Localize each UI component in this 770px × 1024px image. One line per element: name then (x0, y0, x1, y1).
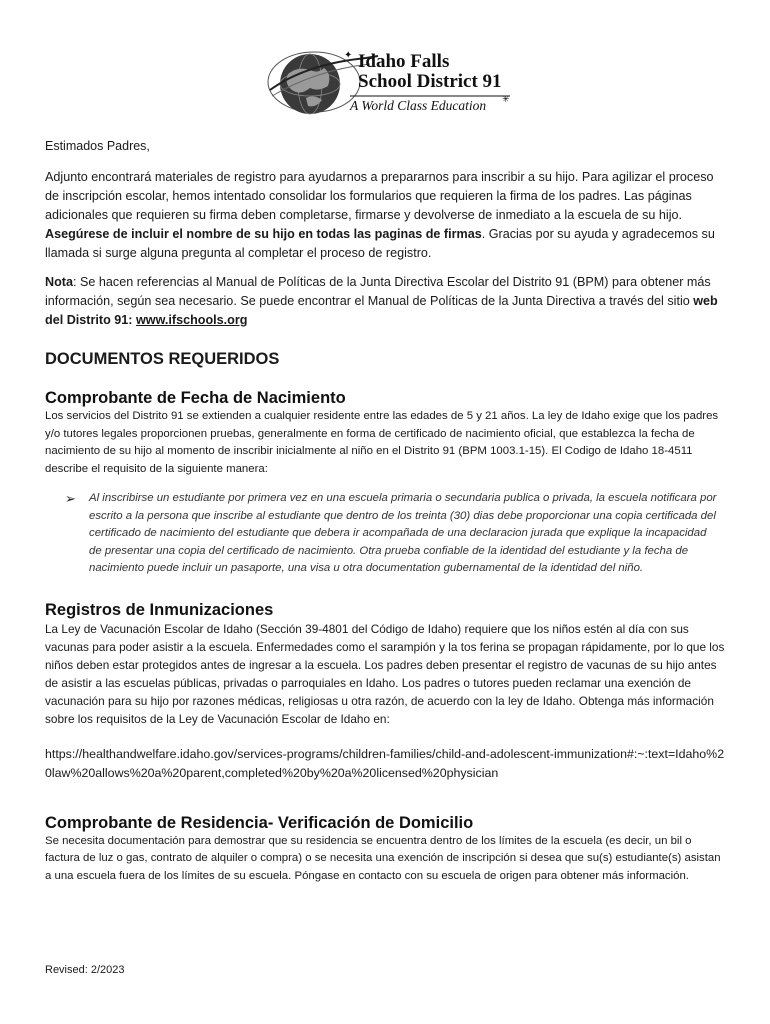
logo-tagline: A World Class Education (350, 98, 487, 113)
note-label: Nota (45, 275, 73, 289)
idaho-code-quote-text: Al inscribirse un estudiante por primera vez en una escuela primaria o secundaria publica o privada, la escuela notificara por escrito a la persona que inscribe al estudiante que dentro de los treinta (30) dias debe proporcionar una copia certificada del certificado de nacimiento del estudiante que debera ir acompañada de una declaracion jurada que explique la incapacidad de presentar una copia del certificado de nacimiento. Otra prueba confiable de la identidad del estudiante y la fecha de nacimiento puede incluir un pasaporte, una visa u otra documentation gubernamental de la identidad del niño. (89, 492, 717, 574)
idaho-code-quote (45, 490, 725, 578)
residence-text: Se necesita documentación para demostrar que su residencia se encuentra dentro de los límites de la escuela (es decir, un bil o factura de luz o gas, contrato de alquiler o compra) o se necesita una exención de inscripción si desea que su(s) estudiante(s) asistan a una escuela fuera de los límites de su escuela. Póngase en contacto con su escuela de origen para obtener más información. (45, 834, 721, 882)
birth-proof-text: Los servicios del Distrito 91 se extienden a cualquier residente entre las edades de 5 y 21 años. La ley de Idaho exige que los padres y/o tutores legales proporcionen pruebas, generalmente en forma de certificado de nacimiento oficial, que establezca la fecha de nacimiento de su hijo al momento de inscribir inicialmente al niño en el Distrito 91 (BPM 1003.1-15). El Codigo de Idaho 18-4511 describe el requisito de la siguiente manera: (45, 410, 719, 475)
intro-bold-text: Asegúrese de incluir el nombre de su hijo en todas las paginas de firmas (45, 227, 482, 241)
district-logo (266, 44, 516, 120)
arrow-bullet-icon: ➢ (65, 491, 76, 506)
residence-heading: Comprobante de Residencia- Verificación de Domicilio (45, 813, 474, 832)
revision-date: Revised: 2/2023 (45, 964, 125, 976)
logo-district-name-line2: School District 91 (358, 71, 502, 92)
immunization-url[interactable]: https://healthandwelfare.idaho.gov/services-programs/children-families/child-and-adolescent-immunization#:~:text=Idaho%20law%20allows%20a%20parent,completed%20by%20a%20licensed%20physician (45, 746, 725, 780)
immunization-text: La Ley de Vacunación Escolar de Idaho (Sección 39-4801 del Código de Idaho) requiere que los niños estén al día con sus vacunas para poder asistir a la escuela. Enfermedades como el sarampión y la tos ferina se propagan rápidamente, por lo que los niños deben estar protegidos antes de ingresar a la escuela. Los padres deben presentar el registro de vacunas de su hijo antes de asistir a las escuelas públicas, privadas o parroquiales en Idaho. Los padres o tutores pueden reclamar una exención de vacunación para su hijo por razones médicas, religiosas u otra razón, de acuerdo con la ley de Idaho. Obtenga más información sobre los requisitos de la Ley de Vacunación Escolar de Idaho en: (45, 621, 725, 726)
svg-text:✦: ✦ (344, 50, 353, 61)
note-text: : Se hacen referencias al Manual de Políticas de la Junta Directiva Escolar del Distrito 91 (BPM) para obtener más información, según sea necesario. Se puede encontrar el Manual de Políticas de la Junta Directiva a través del sitio (45, 275, 711, 308)
svg-text:✳: ✳ (502, 95, 510, 105)
immunization-heading: Registros de Inmunizaciones (45, 600, 274, 619)
birth-proof-heading: Comprobante de Fecha de Nacimiento (45, 389, 346, 407)
salutation: Estimados Padres, (45, 139, 150, 153)
intro-text-1: Adjunto encontrará materiales de registro para ayudarnos a prepararnos para inscribir a su hijo. Para agilizar el proceso de inscripción escolar, hemos intentado consolidar los formularios que requieren la firma de los padres. Las páginas adicionales que requieren su firma deben completarse, firmarse y devolverse de inmediato a la escuela de su hijo. (45, 170, 714, 222)
intro-text-2: . Gracias por su ayuda y agradecemos su llamada si surge alguna pregunta al completar el proceso de registro. (45, 227, 715, 260)
logo-district-name-line1: Idaho Falls (358, 51, 450, 72)
letter-content (45, 138, 725, 885)
intro-paragraph (45, 168, 725, 263)
note-bold-text: web del Distrito 91: (45, 294, 718, 327)
required-documents-heading: DOCUMENTOS REQUERIDOS (45, 350, 280, 368)
note-paragraph (45, 273, 725, 330)
district-website-link[interactable]: www.ifschools.org (135, 313, 248, 327)
